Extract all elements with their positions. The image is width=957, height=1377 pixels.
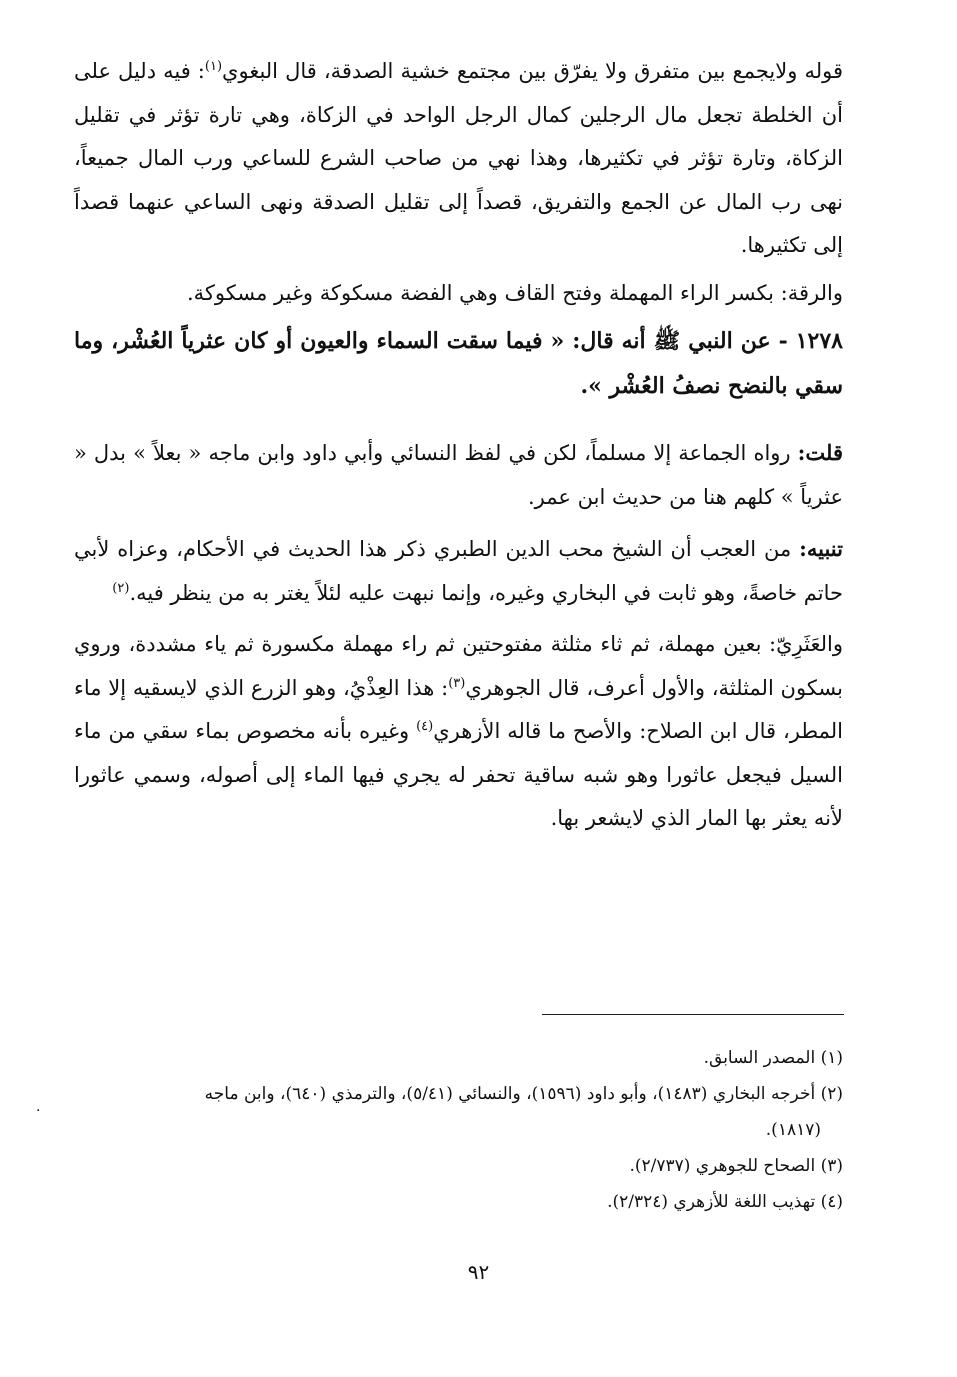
paragraph-text: قوله ولايجمع بين متفرق ولا يفرّق بين مجتمع خشية الصدقة، قال البغوي bbox=[222, 59, 843, 83]
paragraph-text: والعَثَرِيّ: بعين مهملة، ثم ثاء مثلثة مفتوحتين ثم راء مهملة مكسورة ثم ياء مشددة، وروي بسكون المثلثة، والأول أعرف، قال الجوهري bbox=[74, 632, 843, 700]
hadith-1278 bbox=[74, 319, 843, 409]
paragraph-athari bbox=[74, 623, 843, 841]
footnote-ref-3: (٣) bbox=[448, 675, 466, 691]
footnote-1: (١) المصدر السابق. bbox=[703, 1048, 843, 1068]
paragraph-qultu bbox=[74, 431, 843, 519]
footnote-separator bbox=[542, 1014, 844, 1015]
paragraph-riqqa bbox=[74, 272, 843, 316]
footnote-ref-4: (٤) bbox=[416, 719, 434, 734]
footnote-4: (٤) تهذيب اللغة للأزهري (٢/٣٢٤). bbox=[607, 1192, 843, 1212]
paragraph-baghawi bbox=[74, 50, 843, 268]
footnote-ref-2: (٢) bbox=[112, 580, 130, 596]
paragraph-text: من العجب أن الشيخ محب الدين الطبري ذكر هذا الحديث في الأحكام، وعزاه لأبي حاتم خاصةً، وهو ثابت في البخاري وغيره، وإنما نبهت عليه لئلاً يغتر به من ينظر فيه. bbox=[74, 537, 843, 605]
main-text bbox=[74, 50, 843, 841]
paragraph-text: : فيه دليل على أن الخلطة تجعل مال الرجلين كمال الرجل الواحد في الزكاة، وهي تارة تؤثر في تقليل الزكاة، وتارة تؤثر في تكثيرها، وهذا نهي من صاحب الشرع للساعي ورب المال جميعاً، نهى رب المال عن الجمع والتفريق، قصداً إلى تقليل الصدقة ونهى الساعي عنهما قصداً إلى تكثيرها. bbox=[74, 59, 843, 257]
page-number: ٩٢ bbox=[467, 1260, 490, 1284]
paragraph-text: : هذا العِذْيُ، وهو الزرع الذي لايسقيه إلا ماء المطر، قال ابن الصلاح: والأصح ما قاله الأزهري bbox=[74, 675, 843, 743]
paragraph-lead: تنبيه: bbox=[799, 536, 843, 561]
footnote-2: (٢) أخرجه البخاري (١٤٨٣)، وأبو داود (١٥٩٦)، والنسائي (٥/٤١)، والترمذي (٦٤٠)، وابن ماجه bbox=[204, 1084, 843, 1104]
footnote-3: (٣) الصحاح للجوهري (٢/٧٣٧). bbox=[629, 1156, 843, 1176]
margin-mark: . bbox=[36, 1099, 41, 1115]
paragraph-text: رواه الجماعة إلا مسلماً، لكن في لفظ النسائي وأبي داود وابن ماجه « بعلاً » بدل « عثرياً » كلهم هنا من حديث ابن عمر. bbox=[74, 441, 843, 509]
hadith-text: ١٢٧٨ - عن النبي ﷺ أنه قال: « فيما سقت السماء والعيون أو كان عثرياً العُشْر، وما سقي بالنضح نصفُ العُشْر ». bbox=[74, 328, 843, 399]
footnote-2-continued: (١٨١٧). bbox=[765, 1120, 821, 1140]
footnote-ref-1: (١) bbox=[204, 59, 223, 74]
footnotes bbox=[74, 1040, 843, 1220]
paragraph-text: والرقة: بكسر الراء المهملة وفتح القاف وهي الفضة مسكوكة وغير مسكوكة. bbox=[186, 280, 843, 305]
paragraph-lead: قلت: bbox=[797, 440, 843, 465]
paragraph-text: وغيره بأنه مخصوص بماء سقي من ماء السيل فيجعل عاثورا وهو شبه ساقية تحفر له يجري فيها الماء إلى أصوله، وسمي عاثورا لأنه يعثر بها المار الذي لايشعر بها. bbox=[74, 719, 843, 830]
paragraph-tanbih bbox=[74, 527, 843, 615]
